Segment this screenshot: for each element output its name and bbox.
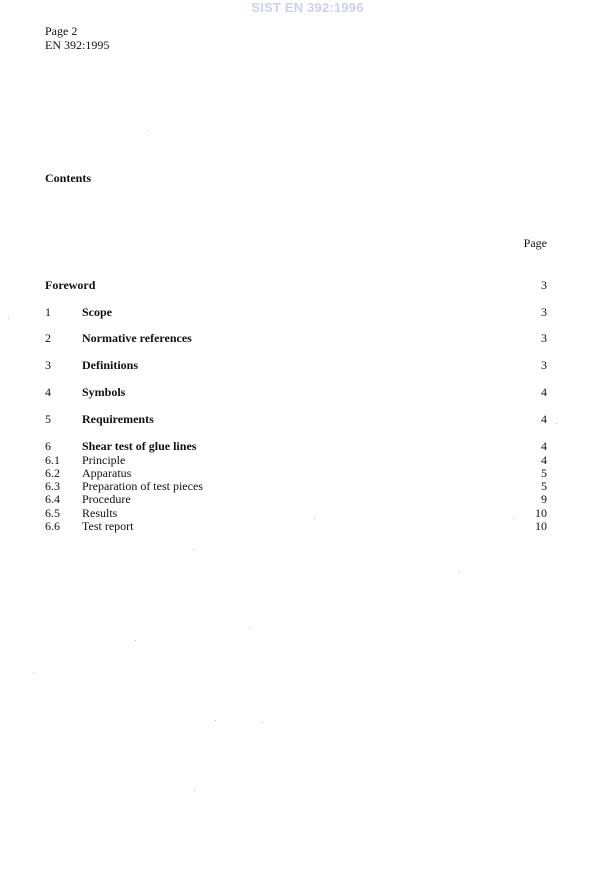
toc-entry-normative-references[interactable] <box>45 331 547 345</box>
toc-entry-test-report[interactable] <box>45 519 547 533</box>
toc-entry-page: 9 <box>541 492 547 506</box>
scan-speck <box>513 518 514 519</box>
toc-entry-number: 6.2 <box>45 466 60 480</box>
toc-entry-page: 4 <box>541 412 547 426</box>
scan-speck <box>262 722 263 723</box>
toc-entry-number: 4 <box>45 385 51 399</box>
toc-entry-page: 10 <box>535 506 547 520</box>
toc-entry-number: 6.1 <box>45 453 60 467</box>
toc-entry-shear-test[interactable] <box>45 439 547 453</box>
toc-entry-title: Requirements <box>82 412 154 426</box>
toc-entry-number: 6.3 <box>45 479 60 493</box>
toc-entry-title: Apparatus <box>82 466 132 480</box>
scan-speck <box>215 720 216 721</box>
toc-entry-title: Scope <box>82 305 112 319</box>
toc-entry-foreword[interactable] <box>45 278 547 292</box>
scan-speck <box>556 423 557 424</box>
toc-entry-page: 5 <box>541 479 547 493</box>
toc-entry-title: Results <box>82 506 118 520</box>
toc-entry-number: 6.6 <box>45 519 60 533</box>
toc-entry-title: Principle <box>82 453 126 467</box>
scan-speck <box>147 130 148 131</box>
toc-entry-title: Preparation of test pieces <box>82 479 203 493</box>
toc-entry-title: Shear test of glue lines <box>82 439 197 453</box>
toc-entry-page: 4 <box>541 453 547 467</box>
toc-entry-page: 3 <box>541 278 547 292</box>
scan-speck <box>193 549 194 550</box>
toc-entry-title: Symbols <box>82 385 126 399</box>
toc-entry-number: 6.4 <box>45 492 60 506</box>
toc-entry-number: 2 <box>45 331 51 345</box>
scan-speck <box>249 628 250 629</box>
toc-entry-title: Procedure <box>82 492 131 506</box>
toc-entry-number: 6 <box>45 439 51 453</box>
page-header <box>45 24 109 52</box>
scan-speck <box>135 640 136 641</box>
toc-entry-title: Normative references <box>82 331 192 345</box>
toc-entry-symbols[interactable] <box>45 385 547 399</box>
toc-entry-number: 1 <box>45 305 51 319</box>
toc-entry-apparatus[interactable] <box>45 466 547 480</box>
toc-entry-page: 5 <box>541 466 547 480</box>
standard-reference: EN 392:1995 <box>45 38 110 52</box>
toc-entry-title: Test report <box>82 519 134 533</box>
toc-entry-page: 3 <box>541 305 547 319</box>
toc-entry-number: 5 <box>45 412 51 426</box>
toc-entry-page: 3 <box>541 358 547 372</box>
toc-entry-page: 4 <box>541 385 547 399</box>
toc-entry-page: 3 <box>541 331 547 345</box>
toc-entry-scope[interactable] <box>45 305 547 319</box>
toc-entry-title: Definitions <box>82 358 139 372</box>
toc-entry-number: 3 <box>45 358 51 372</box>
toc-entry-page: 10 <box>535 519 547 533</box>
contents-heading: Contents <box>45 171 92 185</box>
page-number-label: Page 2 <box>45 24 78 38</box>
scan-speck <box>8 318 9 319</box>
toc-entry-preparation[interactable] <box>45 479 547 493</box>
scan-speck <box>194 790 195 791</box>
scan-speck <box>33 672 34 673</box>
toc-entry-procedure[interactable] <box>45 492 547 506</box>
watermark-standard-id: SIST EN 392:1996 <box>251 0 364 15</box>
scan-speck <box>459 572 460 573</box>
toc-entry-number: 6.5 <box>45 506 60 520</box>
toc-entry-requirements[interactable] <box>45 412 547 426</box>
scan-speck <box>314 518 315 519</box>
toc-entry-definitions[interactable] <box>45 358 547 372</box>
toc-entry-title: Foreword <box>45 278 96 292</box>
toc-entry-principle[interactable] <box>45 453 547 467</box>
toc-entry-page: 4 <box>541 439 547 453</box>
toc-entry-results[interactable] <box>45 506 547 520</box>
page-column-label: Page <box>523 236 547 250</box>
